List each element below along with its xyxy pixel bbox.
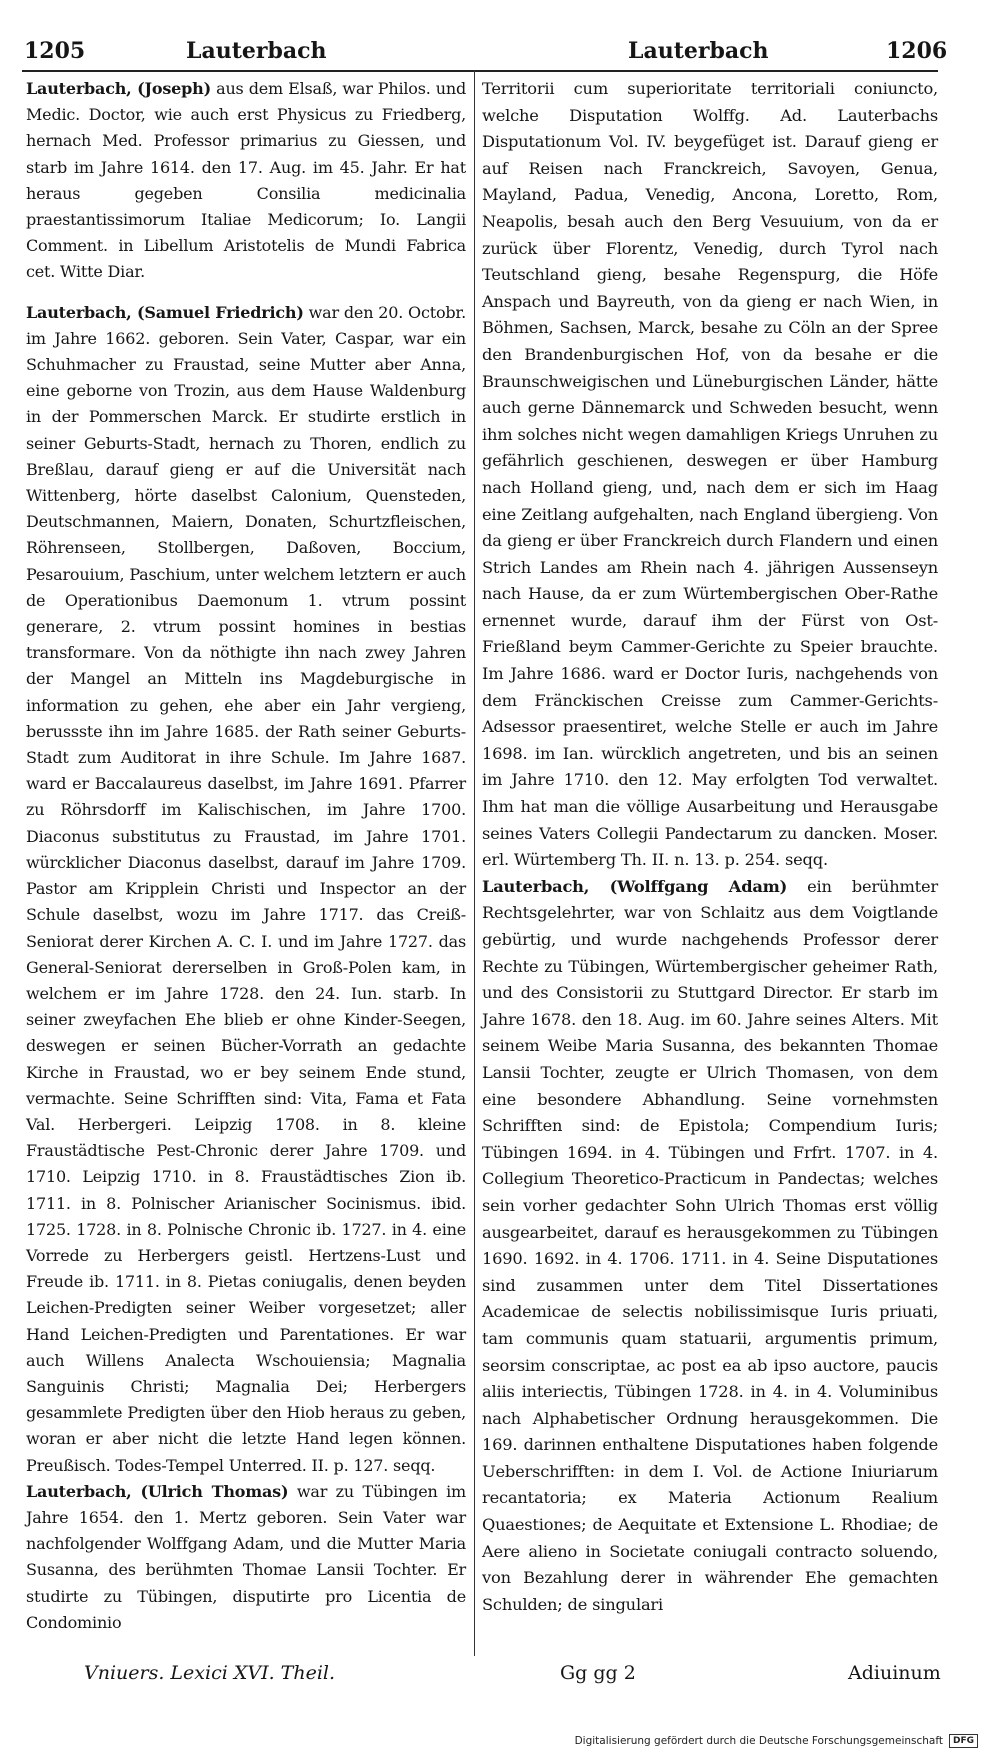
entry-samuel-friedrich xyxy=(26,300,466,1479)
entry-text: Territorii cum superioritate territoriali coniuncto, welche Disputation Wolffg. Ad. Lauterbachs Disputationum Vol. IV. beygefüget ist. Darauf gieng er auf Reisen nach Franckreich, Savoyen, Genua, Mayland, Padua, Venedig, Ancona, Loretto, Rom, Neapolis, besah auch den Berg Vesuuium, von da er zurück über Florentz, Venedig, durch Tyrol nach Teutschland gieng, besahe Regenspurg, die Höfe Anspach und Bayreuth, von da gieng er nach Wien, in Böhmen, Sachsen, Marck, besahe zu Cöln an der Spree den Brandenburgischen Hof, von da besahe er die Braunschweigischen und Lüneburgischen Länder, hätte auch gerne Dännemarck und Schweden besucht, wenn ihm solches nicht wegen damahligen Kriegs Unruhen zu gefährlich geschienen, deswegen er über Hamburg nach Holland gieng, und, nach dem er sich im Haag eine Zeitlang aufgehalten, nach England übergieng. Von da gieng er über Franckreich durch Flandern und einen Strich Landes am Rhein nach 4. jährigen Aussenseyn nach Hause, da er zum Würtembergischen Ober-Rathe ernennet wurde, darauf ihm der Fürst von Ost-Frießland beym Cammer-Gerichte zu Speier brauchte. Im Jahre 1686. ward er Doctor Iuris, nachgehends von dem Fränckischen Creisse zum Cammer-Gerichts-Adsessor praesentiret, welche Stelle er auch im Jahre 1698. im Ian. würcklich angetreten, und bis an seinen im Jahre 1710. den 12. May erfolgten Tod verwaltet. Ihm hat man die völlige Ausarbeitung und Herausgabe seines Vaters Collegii Pandectarum zu dancken. Moser. erl. Würtemberg Th. II. n. 13. p. 254. seqq. xyxy=(482,79,938,870)
footer-signature: Gg gg 2 xyxy=(560,1662,636,1684)
running-head-left: Lauterbach xyxy=(186,38,327,64)
right-column xyxy=(482,76,938,1618)
digitization-text: Digitalisierung gefördert durch die Deutsche Forschungsgemeinschaft xyxy=(574,1735,943,1747)
page-number-left: 1205 xyxy=(24,38,86,64)
left-column xyxy=(26,76,466,1636)
entry-ulrich-thomas xyxy=(26,1479,466,1636)
running-head-right: Lauterbach xyxy=(628,38,769,64)
header-rule xyxy=(22,70,938,72)
entry-heading: Lauterbach, (Samuel Friedrich) xyxy=(26,302,304,322)
entry-text: war den 20. Octobr. im Jahre 1662. geboren. Sein Vater, Caspar, war ein Schuhmacher zu Fraustad, seine Mutter aber Anna, eine geborne von Trozin, aus dem Hause Waldenburg in der Pommerschen Marck. Er studirte erstlich in seiner Geburts-Stadt, hernach zu Thoren, endlich zu Breßlau, darauf gieng er auf die Universität nach Wittenberg, hörte daselbst Calonium, Quensteden, Deutschmannen, Maiern, Donaten, Schurtzfleischen, Röhrenseen, Stollbergen, Daßoven, Boccium, Pesarouium, Paschium, unter welchem letztern er auch de Operationibus Daemonum 1. vtrum possint generare, 2. vtrum possint homines in bestias transformare. Von da nöthigte ihn nach zwey Jahren der Mangel an Mitteln ins Magdeburgische in information zu gehen, ehe aber ein Jahr vergieng, berussste ihn im Jahre 1685. der Rath seiner Geburts-Stadt zum Auditorat in ihre Schule. Im Jahre 1687. ward er Baccalaureus daselbst, im Jahre 1691. Pfarrer zu Röhrsdorff im Kalischischen, im Jahre 1700. Diaconus substitutus zu Fraustad, im Jahre 1701. würcklicher Diaconus daselbst, darauf im Jahre 1709. Pastor am Kripplein Christi und Inspector an der Schule daselbst, wozu im Jahre 1717. das Creiß-Seniorat derer Kirchen A. C. I. und im Jahre 1727. das General-Seniorat dererselben in Groß-Polen kam, in welchem er im Jahre 1728. den 24. Iun. starb. In seiner zweyfachen Ehe blieb er ohne Kinder-Seegen, deswegen er seinen Bücher-Vorrath an gedachte Kirche in Fraustad, wo er bey seinem Ende stund, vermachte. Seine Schrifften sind: Vita, Fama et Fata Val. Herbergeri. Leipzig 1708. in 8. kleine Fraustädtische Pest-Chronic derer Jahre 1709. und 1710. Leipzig 1710. in 8. Fraustädtisches Zion ib. 1711. in 8. Polnischer Arianischer Socinismus. ibid. 1725. 1728. in 8. Polnische Chronic ib. 1727. in 4. eine Vorrede zu Herbergers geistl. Hertzens-Lust und Freude ib. 1711. in 8. Pietas coniugalis, denen beyden Leichen-Predigten seiner Weiber vorgesetzet; aller Hand Leichen-Predigten und Parentationes. Er war auch Willens Analecta Wschouiensia; Magnalia Sanguinis Christi; Magnalia Dei; Herbergers gesammlete Predigten über den Hiob heraus zu geben, woran er aber nicht die letzte Hand legen können. Preußisch. Todes-Tempel Unterred. II. p. 127. seqq. xyxy=(26,302,466,1475)
entry-wolffgang-adam xyxy=(482,874,938,1619)
footer-catchword: Adiuinum xyxy=(848,1662,941,1684)
entry-text: war zu Tübingen im Jahre 1654. den 1. Mertz geboren. Sein Vater war nachfolgender Wolffgang Adam, und die Mutter Maria Susanna, des berühmten Thomae Lansii Tochter. Er studirte zu Tübingen, disputirte pro Licentia de Condominio xyxy=(26,1481,467,1632)
entry-text: aus dem Elsaß, war Philos. und Medic. Doctor, wie auch erst Physicus zu Friedberg, hernach Med. Professor primarius zu Giessen, und starb im Jahre 1614. den 17. Aug. im 45. Jahr. Er hat heraus gegeben Consilia medicinalia praestantissimorum Italiae Medicorum; Io. Langii Comment. in Libellum Aristotelis de Mundi Fabrica cet. Witte Diar. xyxy=(26,79,466,282)
entry-heading: Lauterbach, (Joseph) xyxy=(26,79,211,98)
dfg-logo: DFG xyxy=(949,1734,978,1748)
page-number-right: 1206 xyxy=(886,38,948,64)
digitization-credit xyxy=(575,1734,978,1748)
footer-volume: Vniuers. Lexici XVI. Theil. xyxy=(84,1662,336,1684)
entry-joseph xyxy=(26,76,466,286)
entry-text: ein berühmter Rechtsgelehrter, war von Schlaitz aus dem Voigtlande gebürtig, und wurde nachgehends Professor derer Rechte zu Tübingen, Würtembergischer geheimer Rath, und des Consistorii zu Stuttgard Director. Er starb im Jahre 1678. den 18. Aug. im 60. Jahre seines Alters. Mit seinem Weibe Maria Susanna, des bekannten Thomae Lansii Tochter, zeugte er Ulrich Thomasen, von dem eine besondere Abhandlung. Seine vornehmsten Schrifften sind: de Epistola; Compendium Iuris; Tübingen 1694. in 4. Tübingen und Frfrt. 1707. in 4. Collegium Theoretico-Practicum in Pandectas; welches sein vorher gedachter Sohn Ulrich Thomas erst völlig ausgearbeitet, darauf es herausgekommen zu Tübingen 1690. 1692. in 4. 1706. 1711. in 4. Seine Disputationes sind zusammen unter dem Titel Dissertationes Academicae de selectis nobilissimisque Iuris priuati, tam communis quam statuarii, argumentis primum, seorsim conscriptae, ac post ea ab ipso auctore, paucis aliis interiectis, Tübingen 1728. in 4. in 4. Voluminibus nach Alphabetischer Ordnung herausgekommen. Die 169. darinnen enthaltene Disputationes haben folgende Ueberschrifften: in dem I. Vol. de Actione Iniuriarum recantatoria; ex Materia Actionum Realium Quaestiones; de Aequitate et Extensione L. Rhodiae; de Aere alieno in Societate coniugali contracto soluendo, von Bezahlung derer in währender Ehe gemachten Schulden; de singulari xyxy=(482,876,938,1614)
entry-continuation xyxy=(482,76,938,874)
entry-heading: Lauterbach, (Ulrich Thomas) xyxy=(26,1481,289,1501)
entry-heading: Lauterbach, (Wolffgang Adam) xyxy=(482,876,788,896)
column-divider xyxy=(474,70,475,1656)
